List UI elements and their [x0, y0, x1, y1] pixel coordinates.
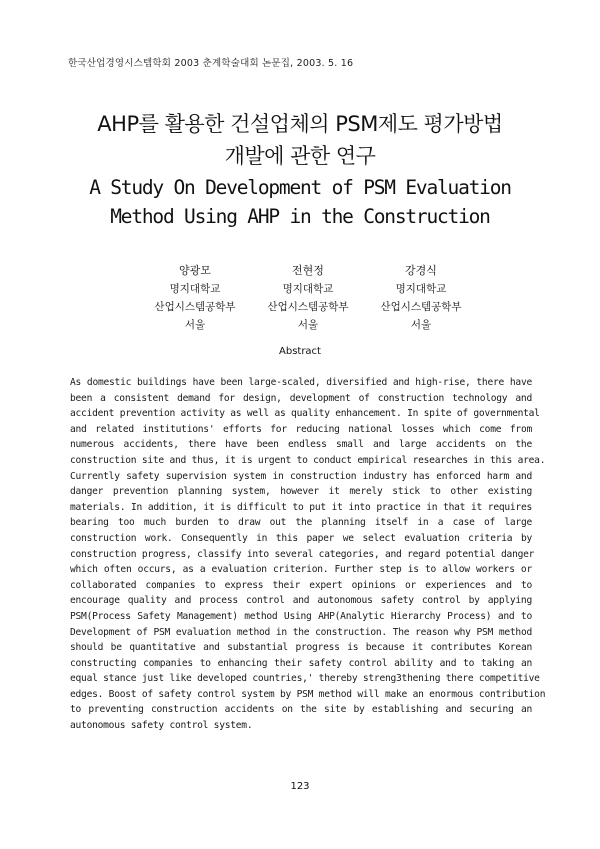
abstract-line: materials. In addition, it is difficult to put it into practice in that it requires [70, 501, 532, 513]
author-2 [248, 262, 368, 334]
abstract-line: bearing too much burden to draw out the planning itself in a case of large [70, 517, 532, 529]
abstract-line: encourage quality and process control and autonomous safety control by applying [70, 595, 532, 607]
author-name: 양광모 [179, 264, 211, 277]
korean-title-line-2: 개발에 관한 연구 [224, 144, 376, 168]
abstract-body [70, 375, 546, 734]
abstract-line: accident prevention activity as well as quality enhancement. In spite of governmental [70, 408, 540, 420]
author-department: 산업시스템공학부 [267, 301, 349, 313]
abstract-line: construction site and thus, it is urgent to conduct empirical researches in this area. [70, 454, 546, 466]
abstract-line: been a consistent demand for design, development of construction technology and [70, 392, 532, 404]
abstract-line: should be quantitative and substantial progress is because it contributes Korean [70, 642, 532, 654]
abstract-line: construction progress, classify into several categories, and regard potential danger [70, 548, 535, 560]
proceedings-header: 한국산업경영시스템학회 2003 춘계학술대회 논문집, 2003. 5. 16 [68, 58, 354, 69]
abstract-line: equal stance just like developed countries,' thereby streng3thening there competitive [70, 673, 540, 685]
author-university: 명지대학교 [169, 283, 221, 295]
author-city: 서울 [184, 319, 206, 331]
author-1 [135, 262, 255, 334]
abstract-line: As domestic buildings have been large-scaled, diversified and high-rise, there have [70, 377, 532, 388]
author-department: 산업시스템공학부 [154, 301, 236, 313]
author-university: 명지대학교 [395, 283, 447, 295]
author-city: 서울 [410, 319, 432, 331]
author-3 [361, 262, 481, 334]
abstract-heading: Abstract [279, 346, 321, 357]
author-department: 산업시스템공학부 [380, 301, 462, 313]
english-title-line-1: A Study On Development of PSM Evaluation [89, 176, 511, 199]
abstract-line: constructing companies to enhancing their safety control ability and to taking an [70, 657, 532, 669]
abstract-line: construction work. Consequently in this paper we select evaluation criteria by [70, 532, 532, 544]
abstract-line: PSM(Process Safety Management) method Using AHP(Analytic Hierarchy Process) and to [70, 610, 532, 622]
abstract-line: which often occurs, as a evaluation criterion. Further step is to allow workers or [70, 564, 532, 576]
abstract-line: autonomous safety control system. [70, 720, 253, 732]
author-university: 명지대학교 [282, 283, 334, 295]
abstract-line: to preventing construction accidents on the site by establishing and securing an [70, 704, 532, 716]
abstract-line: Currently safety supervision system in construction industry has enforced harm and [70, 470, 532, 482]
author-city: 서울 [297, 319, 319, 331]
abstract-line: numerous accidents, there have been endless small and large accidents on the [70, 439, 532, 451]
abstract-line: edges. Boost of safety control system by PSM method will make an enormous contribution [70, 688, 546, 700]
abstract-line: danger prevention planning system, however it merely stick to other existing [70, 486, 532, 498]
author-name: 전현정 [292, 264, 324, 277]
page-number: 123 [290, 781, 310, 792]
abstract-line: collaborated companies to express their expert opinions or experiences and to [70, 579, 532, 591]
abstract-line: and related institutions' efforts for reducing national losses which come from [70, 423, 532, 435]
abstract-line: Development of PSM evaluation method in the construction. The reason why PSM method [70, 626, 532, 638]
english-title-line-2: Method Using AHP in the Construction [110, 205, 490, 228]
korean-title-line-1: AHP를 활용한 건설업체의 PSM제도 평가방법 [97, 112, 503, 136]
author-name: 강경식 [405, 264, 437, 277]
